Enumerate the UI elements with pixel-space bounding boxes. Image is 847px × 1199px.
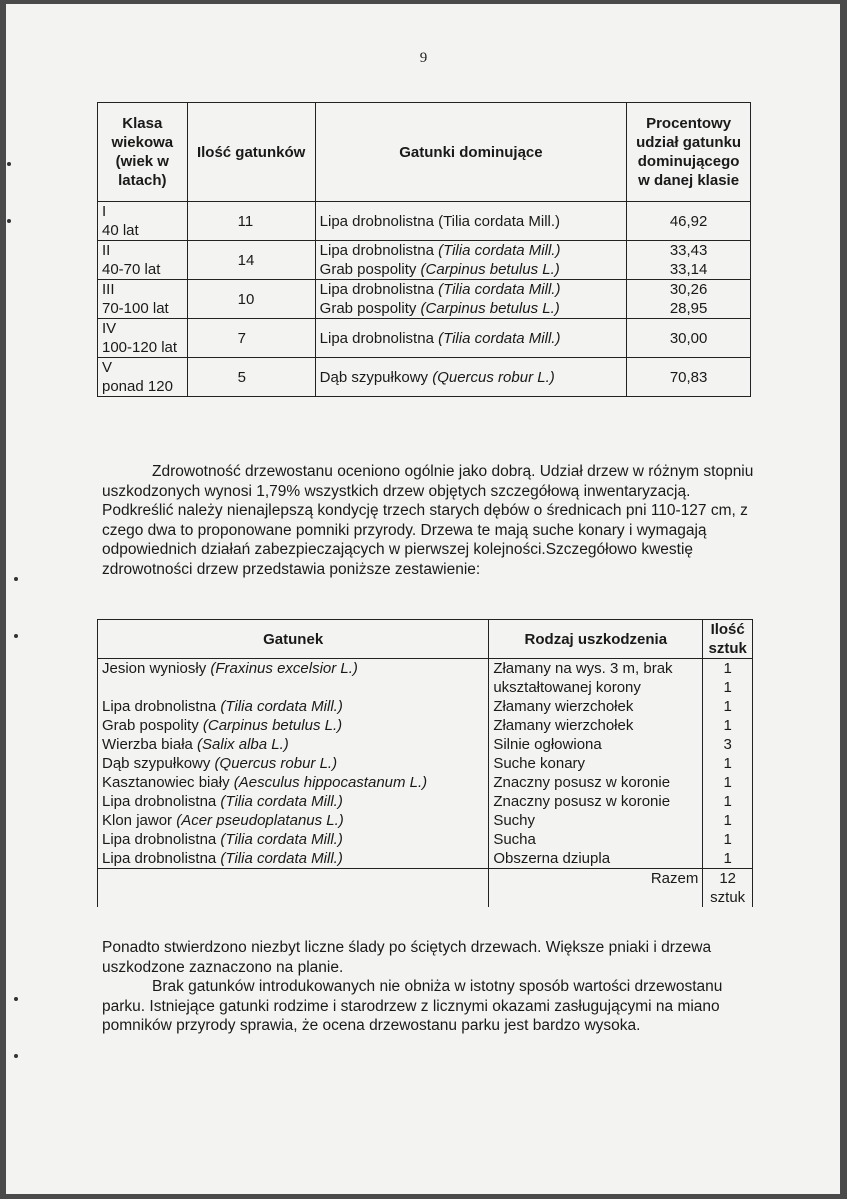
species-latin-name: (Quercus robur L.) xyxy=(432,368,555,386)
dominant-species-cell xyxy=(315,280,627,319)
table-row xyxy=(98,659,753,679)
species-count: 5 xyxy=(187,358,315,397)
damage-type: Sucha xyxy=(489,830,703,849)
dominant-species xyxy=(320,329,623,348)
share-value: 70,83 xyxy=(669,368,708,386)
species-latin-name: (Fraxinus excelsior L.) xyxy=(210,660,358,677)
species-cell xyxy=(98,830,489,849)
species-latin-name: (Salix alba L.) xyxy=(197,736,289,753)
share-value: 30,26 xyxy=(669,281,708,298)
species-cell xyxy=(98,849,489,869)
header-species: Gatunek xyxy=(98,620,489,659)
table-row xyxy=(98,849,753,869)
quantity: 1 xyxy=(703,849,753,869)
dominant-species xyxy=(320,299,623,318)
age-class-cell xyxy=(98,280,188,319)
species-latin-name: (Tilia cordata Mill.) xyxy=(220,793,343,810)
table-row xyxy=(98,697,753,716)
share-value: 30,00 xyxy=(669,329,708,347)
share-value: 46,92 xyxy=(669,212,708,230)
page-number: 9 xyxy=(419,50,428,66)
quantity: 1 xyxy=(703,830,753,849)
damage-type: Znaczny posusz w koronie xyxy=(489,773,703,792)
quantity: 1 xyxy=(703,773,753,792)
damage-type: Suchy xyxy=(489,811,703,830)
table-header-row xyxy=(98,620,753,659)
table-row xyxy=(98,811,753,830)
species-cell xyxy=(98,659,489,679)
species-cell xyxy=(98,678,489,697)
species-name: Lipa drobnolistna xyxy=(102,793,221,810)
species-name: Kasztanowiec biały xyxy=(102,774,234,791)
age-class-range: 100-120 lat xyxy=(102,339,178,356)
species-cell xyxy=(98,735,489,754)
table-row xyxy=(98,241,751,280)
dominant-species xyxy=(320,260,623,279)
damage-table xyxy=(97,619,753,907)
damage-type: Złamany wierzchołek xyxy=(489,697,703,716)
species-name: Grab pospolity xyxy=(102,717,203,734)
species-latin-name: (Tilia cordata Mill.) xyxy=(438,212,561,230)
dominant-species xyxy=(320,241,623,260)
species-name: Grab pospolity xyxy=(319,300,421,317)
age-class-range: ponad 120 xyxy=(102,378,173,395)
age-class-cell xyxy=(98,202,188,241)
species-cell xyxy=(98,716,489,735)
species-cell xyxy=(98,811,489,830)
table-row xyxy=(98,830,753,849)
table-row xyxy=(98,754,753,773)
header-dominant-share: Procentowy udział gatunku dominującego w danej klasie xyxy=(627,103,751,202)
species-name: Jesion wyniosły xyxy=(102,660,211,677)
stumps-paragraph: Ponadto stwierdzono niezbyt liczne ślady po ściętych drzewach. Większe pniaki i drzewa uszkodzone zaznaczono na planie. xyxy=(102,939,712,976)
species-name: Lipa drobnolistna xyxy=(319,329,439,347)
species-name: Dąb szypułkowy xyxy=(319,368,433,386)
species-latin-name: (Tilia cordata Mill.) xyxy=(220,698,343,715)
quantity: 1 xyxy=(703,697,753,716)
species-latin-name: (Tilia cordata Mill.) xyxy=(438,242,561,259)
age-class-cell xyxy=(98,358,188,397)
damage-type: Złamany na wys. 3 m, brak xyxy=(489,659,703,679)
damage-type: Obszerna dziupla xyxy=(489,849,703,869)
total-label: Razem xyxy=(489,869,703,908)
assessment-paragraph: Brak gatunków introdukowanych nie obniża w istotny sposób wartości drzewostanu parku. Istniejące gatunki rodzime i starodrzew z licznymi okazami zasługującymi na miano pomników przyrody sprawia, że ocena drzewostanu parku jest bardzo wysoka. xyxy=(102,978,723,1034)
table-row xyxy=(98,735,753,754)
table-row xyxy=(98,319,751,358)
total-spacer xyxy=(98,869,489,908)
damage-type: Silnie ogłowiona xyxy=(489,735,703,754)
age-class-range: 70-100 lat xyxy=(102,300,169,317)
dominant-share-cell xyxy=(627,202,751,241)
header-dominant-species: Gatunki dominujące xyxy=(315,103,627,202)
table-row xyxy=(98,280,751,319)
species-name: Lipa drobnolistna xyxy=(102,698,221,715)
share-value: 28,95 xyxy=(669,300,708,317)
header-quantity: Ilość sztuk xyxy=(703,620,753,659)
quantity: 1 xyxy=(703,811,753,830)
age-class-cell xyxy=(98,319,188,358)
total-row xyxy=(98,869,753,908)
scan-dot xyxy=(14,1054,18,1058)
species-name: Lipa drobnolistna xyxy=(102,831,221,848)
dominant-species-cell xyxy=(315,358,627,397)
scan-dot xyxy=(14,634,18,638)
species-name: Lipa drobnolistna xyxy=(319,242,439,259)
header-age-class: Klasa wiekowa (wiek w latach) xyxy=(98,103,188,202)
species-cell xyxy=(98,754,489,773)
header-species-count: Ilość gatunków xyxy=(187,103,315,202)
damage-type: Suche konary xyxy=(489,754,703,773)
species-name: Dąb szypułkowy xyxy=(102,755,215,772)
quantity: 1 xyxy=(703,754,753,773)
scan-dot xyxy=(14,577,18,581)
dominant-species xyxy=(320,280,623,299)
health-paragraph: Zdrowotność drzewostanu oceniono ogólnie jako dobrą. Udział drzew w różnym stopniu uszkodzonych wynosi 1,79% wszystkich drzew objętych szczegółową inwentaryzacją. Podkreślić należy nienajlepszą kondycję trzech starych dębów o średnicach pni 110-127 cm, z czego dwa to proponowane pomniki przyrody. Drzewa te mają suche konary i wymagają odpowiednich działań zabezpieczających w pierwszej kolejności.Szczegółowo kwestię zdrowotności drzew przedstawia poniższe zestawienie: xyxy=(102,463,754,578)
species-count: 11 xyxy=(187,202,315,241)
species-name: Lipa drobnolistna xyxy=(319,212,439,230)
dominant-share-cell xyxy=(627,319,751,358)
dominant-species-cell xyxy=(315,241,627,280)
species-latin-name: (Tilia cordata Mill.) xyxy=(220,831,343,848)
species-cell xyxy=(98,792,489,811)
table-row xyxy=(98,792,753,811)
dominant-share-cell xyxy=(627,358,751,397)
quantity: 1 xyxy=(703,792,753,811)
quantity: 1 xyxy=(703,659,753,679)
species-latin-name: (Quercus robur L.) xyxy=(214,755,338,772)
species-latin-name: (Tilia cordata Mill.) xyxy=(438,281,561,298)
damage-type: Znaczny posusz w koronie xyxy=(489,792,703,811)
share-value: 33,14 xyxy=(669,261,708,278)
dominant-species xyxy=(320,212,623,231)
age-class-roman: II xyxy=(102,242,111,259)
table-row xyxy=(98,773,753,792)
scan-dot xyxy=(14,997,18,1001)
age-class-table xyxy=(97,102,751,397)
table-row xyxy=(98,358,751,397)
damage-type: Złamany wierzchołek xyxy=(489,716,703,735)
age-class-roman: III xyxy=(102,281,115,298)
species-count: 7 xyxy=(187,319,315,358)
age-class-roman: I xyxy=(102,203,107,220)
dominant-share-cell xyxy=(627,241,751,280)
share-value: 33,43 xyxy=(669,242,708,259)
species-latin-name: (Carpinus betulus L.) xyxy=(420,261,560,278)
species-name: Klon jawor xyxy=(102,812,177,829)
dominant-species xyxy=(320,368,623,387)
header-damage-type: Rodzaj uszkodzenia xyxy=(489,620,703,659)
table-row xyxy=(98,716,753,735)
age-class-range: 40-70 lat xyxy=(102,261,161,278)
dominant-species-cell xyxy=(315,319,627,358)
scan-dot xyxy=(7,162,11,166)
quantity: 1 xyxy=(703,678,753,697)
species-cell xyxy=(98,773,489,792)
quantity: 3 xyxy=(703,735,753,754)
damage-type: ukształtowanej korony xyxy=(489,678,703,697)
species-count: 14 xyxy=(187,241,315,280)
table-header-row xyxy=(98,103,751,202)
species-latin-name: (Acer pseudoplatanus L.) xyxy=(176,812,344,829)
age-class-range: 40 lat xyxy=(102,222,139,239)
table-row xyxy=(98,678,753,697)
species-name: Lipa drobnolistna xyxy=(319,281,439,298)
species-latin-name: (Tilia cordata Mill.) xyxy=(438,329,561,347)
dominant-species-cell xyxy=(315,202,627,241)
species-latin-name: (Tilia cordata Mill.) xyxy=(220,850,343,867)
species-name: Lipa drobnolistna xyxy=(102,850,221,867)
scan-dot xyxy=(7,219,11,223)
quantity: 1 xyxy=(703,716,753,735)
age-class-roman: IV xyxy=(102,320,117,337)
species-latin-name: (Carpinus betulus L.) xyxy=(420,300,560,317)
age-class-roman: V xyxy=(102,359,113,376)
dominant-share-cell xyxy=(627,280,751,319)
species-name: Wierzba biała xyxy=(102,736,198,753)
table-row xyxy=(98,202,751,241)
species-latin-name: (Carpinus betulus L.) xyxy=(202,717,343,734)
total-value: 12 sztuk xyxy=(703,869,753,908)
species-name: Grab pospolity xyxy=(319,261,421,278)
species-latin-name: (Aesculus hippocastanum L.) xyxy=(233,774,428,791)
species-count: 10 xyxy=(187,280,315,319)
age-class-cell xyxy=(98,241,188,280)
species-cell xyxy=(98,697,489,716)
